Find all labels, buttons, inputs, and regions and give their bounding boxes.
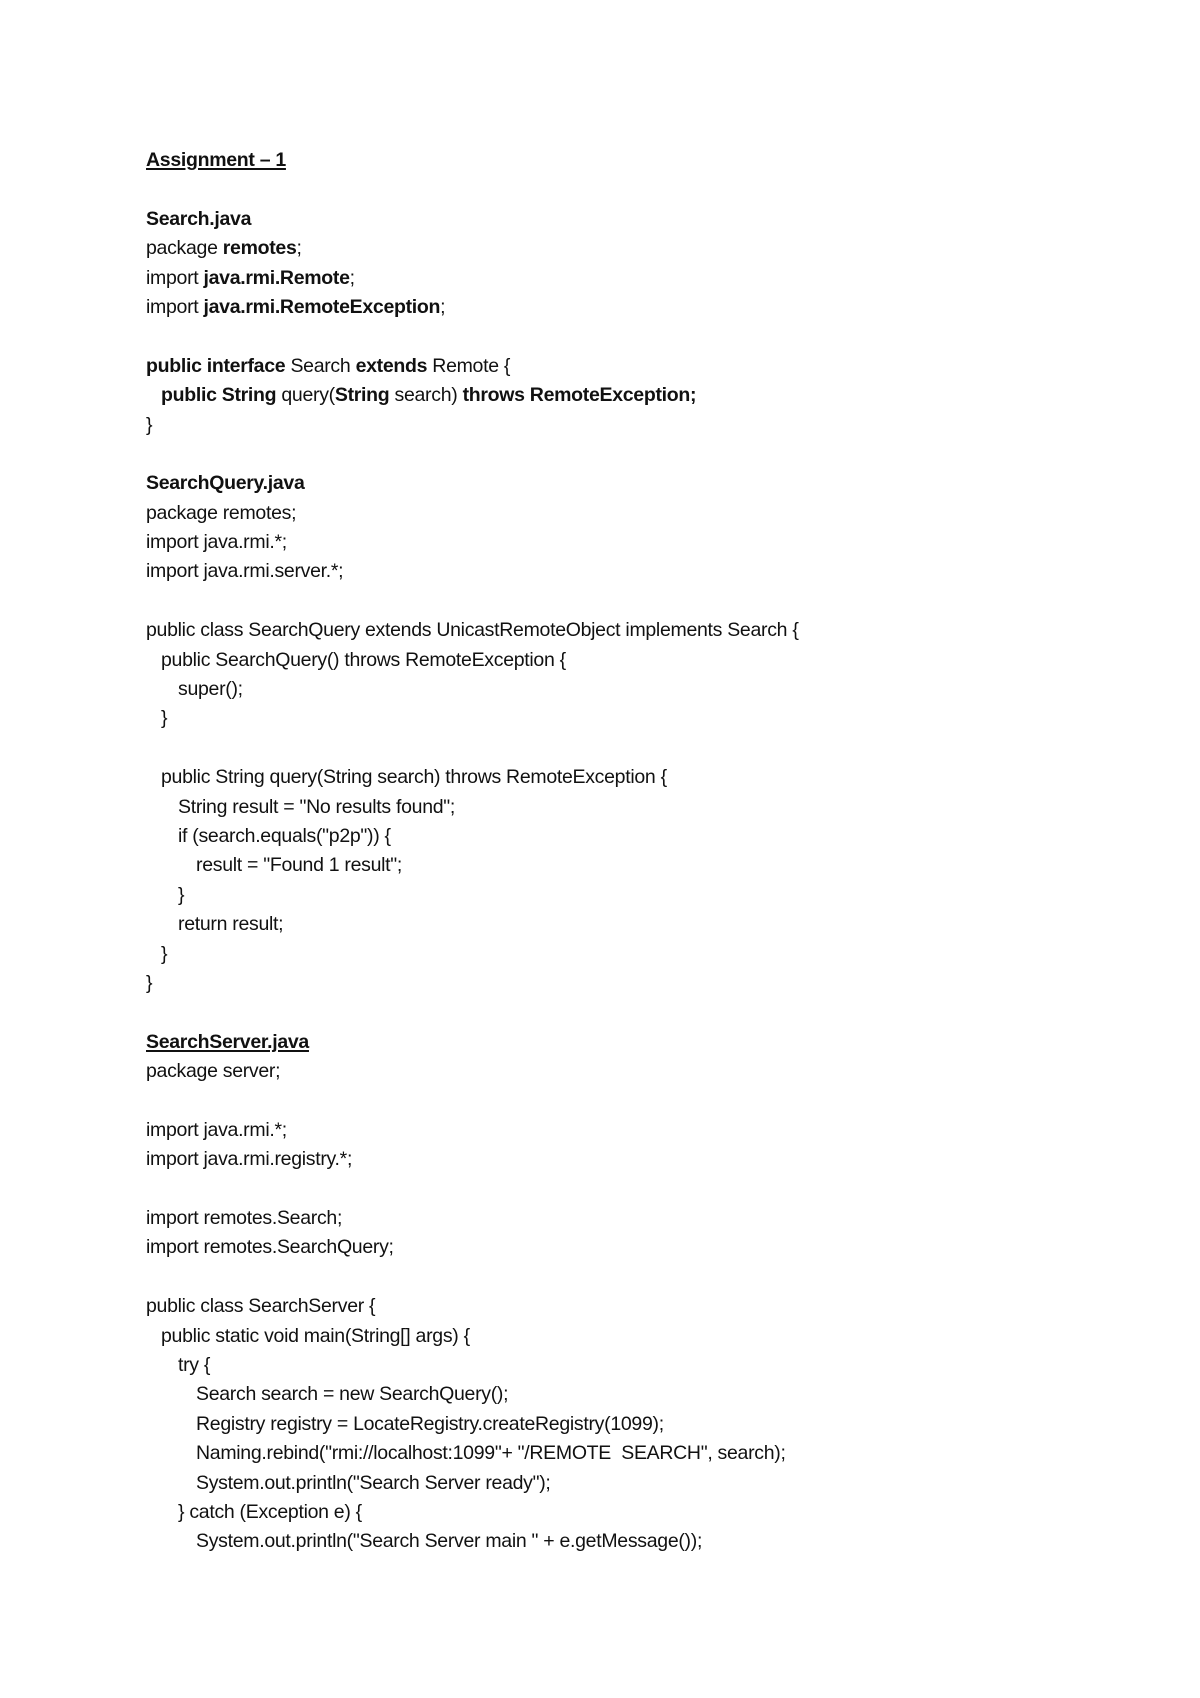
code-line: public String query(String search) throws RemoteException {	[161, 766, 667, 789]
document-body	[146, 146, 1146, 1557]
code-line: package server;	[146, 1060, 281, 1083]
code-line: public class SearchServer {	[146, 1295, 376, 1318]
code-line: import java.rmi.Remote;	[146, 266, 355, 289]
code-line: import remotes.Search;	[146, 1207, 343, 1230]
searchquery-java-heading: SearchQuery.java	[146, 472, 305, 495]
code-line: package remotes;	[146, 237, 302, 260]
code-line: System.out.println("Search Server ready");	[196, 1471, 551, 1494]
code-line: }	[161, 707, 168, 730]
code-line: import java.rmi.RemoteException;	[146, 295, 446, 318]
code-line: import java.rmi.registry.*;	[146, 1148, 353, 1171]
code-line: Registry registry = LocateRegistry.createRegistry(1099);	[196, 1412, 664, 1435]
code-line: return result;	[178, 913, 284, 936]
code-line: try {	[178, 1354, 211, 1377]
code-line: String result = "No results found";	[178, 795, 456, 818]
code-line: public interface Search extends Remote {	[146, 354, 511, 377]
code-line: }	[146, 971, 153, 994]
code-line: public class SearchQuery extends UnicastRemoteObject implements Search {	[146, 619, 799, 642]
code-line: public SearchQuery() throws RemoteException {	[161, 648, 566, 671]
code-line: super();	[178, 678, 243, 701]
searchserver-java-heading: SearchServer.java	[146, 1030, 309, 1053]
code-line: System.out.println("Search Server main " + e.getMessage());	[196, 1530, 703, 1553]
code-line: Search search = new SearchQuery();	[196, 1383, 509, 1406]
code-line: import remotes.SearchQuery;	[146, 1236, 394, 1259]
code-line: }	[146, 413, 153, 436]
code-line: package remotes;	[146, 501, 297, 524]
code-line: public static void main(String[] args) {	[161, 1324, 470, 1347]
code-line: } catch (Exception e) {	[178, 1500, 362, 1523]
code-line: import java.rmi.*;	[146, 1118, 287, 1141]
code-line: import java.rmi.server.*;	[146, 560, 344, 583]
search-java-heading: Search.java	[146, 207, 252, 230]
code-line: public String query(String search) throws RemoteException;	[161, 384, 697, 407]
code-line: import java.rmi.*;	[146, 531, 287, 554]
document-title: Assignment – 1	[146, 149, 286, 171]
code-line: }	[161, 942, 168, 965]
code-line: }	[178, 883, 185, 906]
code-line: if (search.equals("p2p")) {	[178, 824, 391, 847]
code-line: Naming.rebind("rmi://localhost:1099"+ "/REMOTE SEARCH", search);	[196, 1442, 786, 1465]
code-line: result = "Found 1 result";	[196, 854, 403, 877]
